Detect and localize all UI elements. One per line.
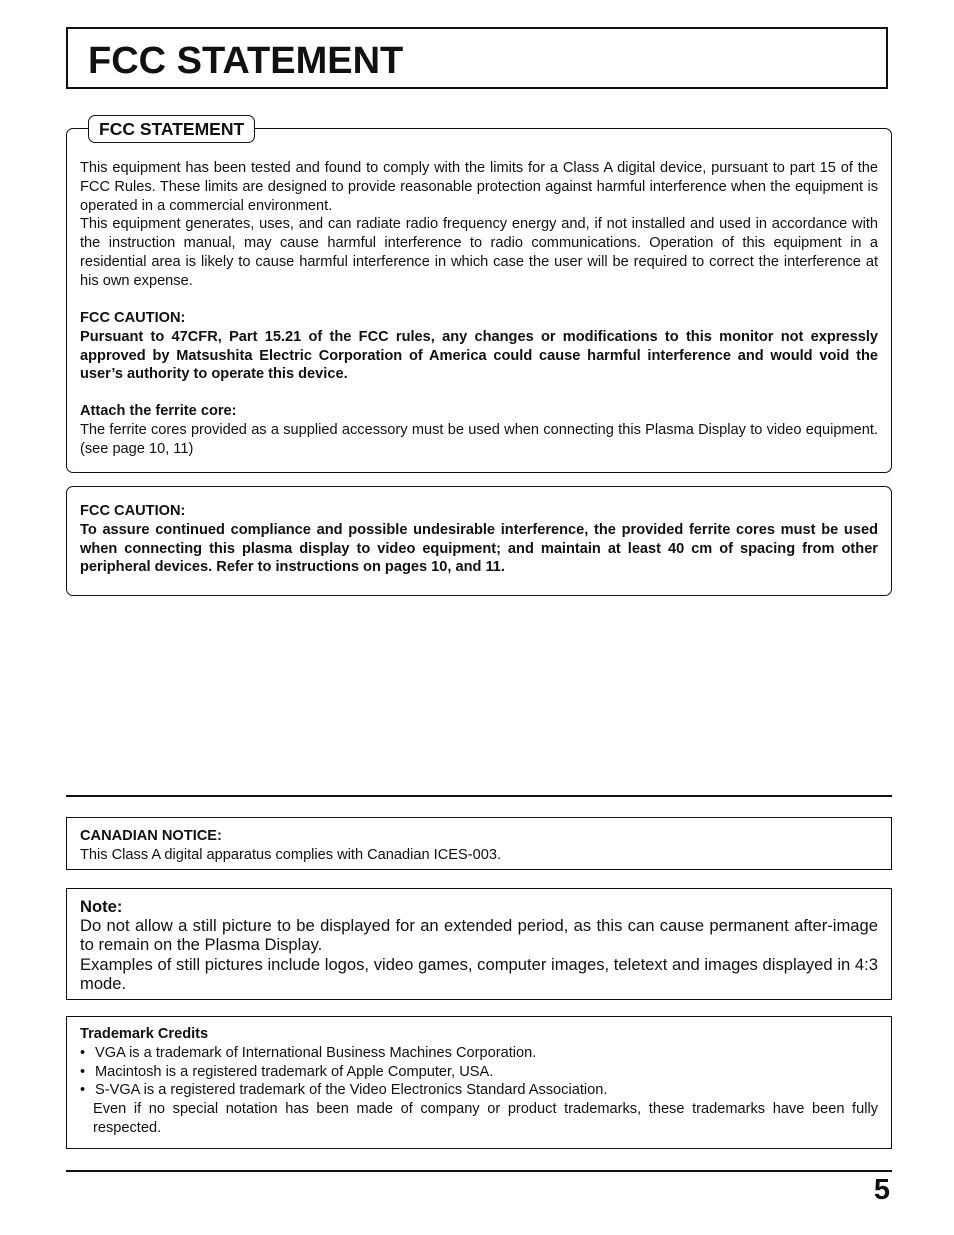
bullet-icon: •	[80, 1082, 86, 1099]
trademark-item	[80, 1044, 878, 1063]
fcc-caution-heading: FCC CAUTION:	[80, 310, 186, 326]
trademark-item-text: VGA is a trademark of International Business Machines Corporation.	[95, 1044, 537, 1061]
trademark-item-text: S-VGA is a registered trademark of the Video Electronics Standard Association.	[95, 1082, 608, 1099]
ferrite-section	[80, 402, 878, 458]
fcc-statement-paragraph-2: This equipment generates, uses, and can radiate radio frequency energy and, if not installed and used in accordance with the instruction manual, may cause harmful interference to radio communications. Operation of this equipment in a residential area is likely to cause harmful interference in which case the user will be required to correct the interference at his own expense.	[80, 216, 878, 289]
note-content	[80, 897, 878, 993]
trademark-item	[80, 1063, 878, 1082]
trademark-footer-text: Even if no special notation has been made of company or product trademarks, these trademarks have been fully respected.	[93, 1101, 878, 1136]
ferrite-text: The ferrite cores provided as a supplied accessory must be used when connecting this Plasma Display to video equipment. (see page 10, 11)	[80, 421, 878, 457]
bullet-icon: •	[80, 1063, 86, 1080]
fcc-statement-body	[80, 159, 878, 291]
fcc-caution-section	[80, 309, 878, 384]
trademark-content	[80, 1025, 878, 1138]
canadian-notice-content	[80, 827, 878, 865]
trademark-item	[80, 1081, 878, 1100]
fcc-caution-text: Pursuant to 47CFR, Part 15.21 of the FCC rules, any changes or modifications to this monitor not expressly approved by Matsushita Electric Corporation of America could cause harmful interference and would void the user’s authority to operate this device.	[80, 328, 878, 383]
trademark-item-text: Macintosh is a registered trademark of Apple Computer, USA.	[95, 1063, 494, 1080]
footer-divider	[66, 1170, 892, 1172]
page-title-box	[66, 27, 888, 89]
note-heading: Note:	[80, 897, 123, 916]
fcc-caution-box-text: To assure continued compliance and possible undesirable interference, the provided ferrite cores must be used when connecting this plasma display to video equipment; and maintain at least 40 cm of spacing from other peripheral devices. Refer to instructions on pages 10, and 11.	[80, 521, 878, 576]
fcc-caution-box-heading: FCC CAUTION:	[80, 503, 186, 519]
bullet-icon: •	[80, 1044, 86, 1061]
page-number: 5	[873, 1174, 890, 1206]
fcc-statement-tab-label: FCC STATEMENT	[88, 115, 255, 143]
ferrite-heading: Attach the ferrite core:	[80, 403, 237, 419]
note-paragraph-2: Examples of still pictures include logos, video games, computer images, teletext and images displayed in 4:3 mode.	[80, 954, 878, 993]
canadian-notice-text: This Class A digital apparatus complies with Canadian ICES-003.	[80, 846, 502, 863]
section-divider	[66, 795, 892, 797]
trademark-heading: Trademark Credits	[80, 1026, 209, 1042]
trademark-list	[80, 1044, 878, 1100]
page-title: FCC STATEMENT	[88, 40, 404, 82]
canadian-notice-heading: CANADIAN NOTICE:	[80, 828, 222, 844]
note-paragraph-1: Do not allow a still picture to be displayed for an extended period, as this can cause permanent after-image to remain on the Plasma Display.	[80, 916, 878, 955]
fcc-caution-box-content	[80, 502, 878, 577]
fcc-statement-paragraph-1: This equipment has been tested and found to comply with the limits for a Class A digital device, pursuant to part 15 of the FCC Rules. These limits are designed to provide reasonable protection against harmful interference when the equipment is operated in a commercial environment.	[80, 160, 878, 214]
